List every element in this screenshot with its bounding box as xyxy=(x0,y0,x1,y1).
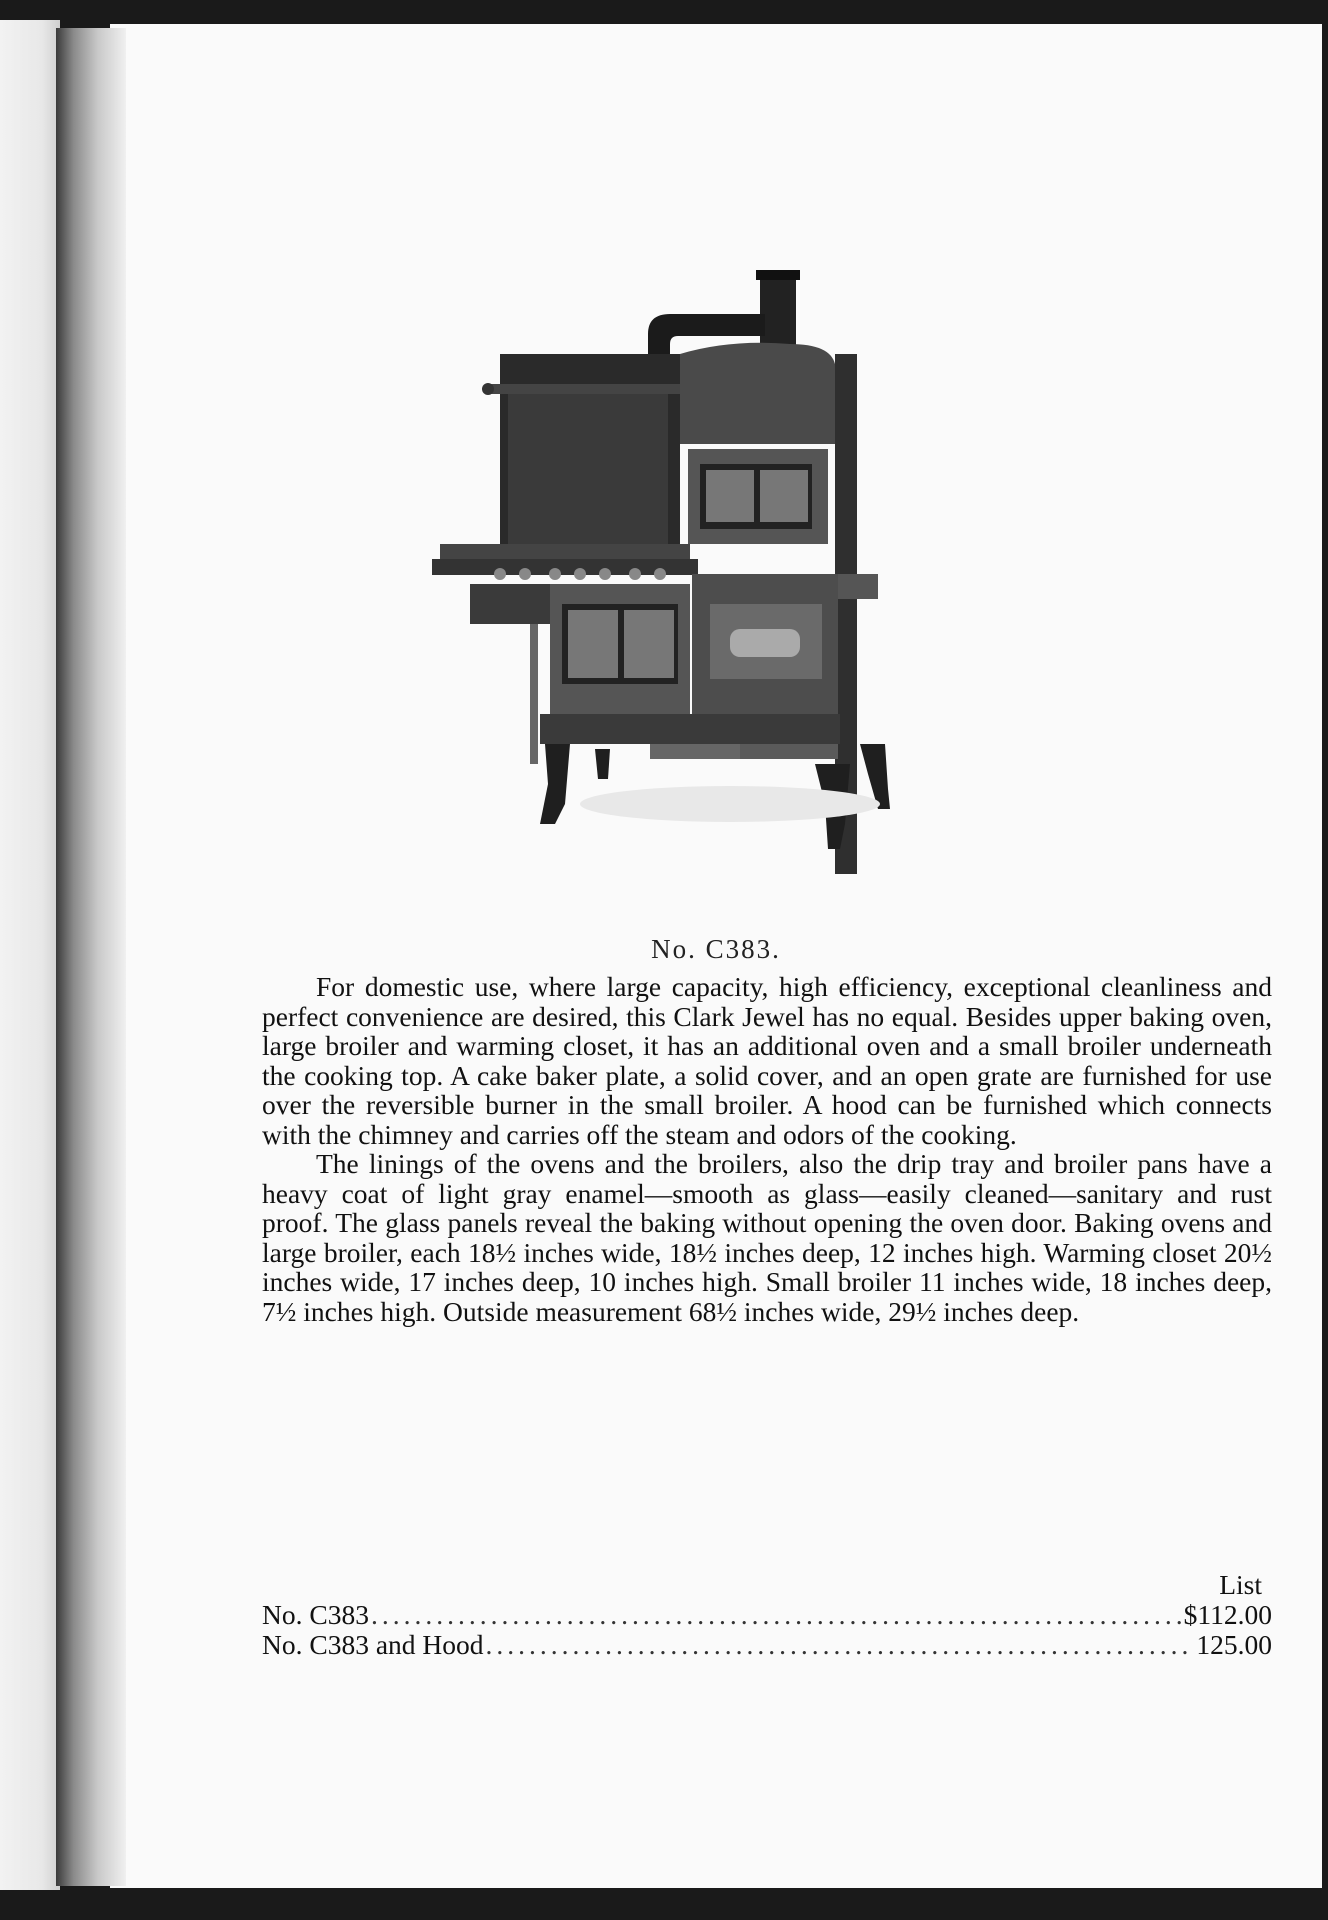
price-row-value: $112.00 xyxy=(1183,1599,1272,1630)
book-gutter-shadow xyxy=(56,28,126,1886)
price-row xyxy=(262,1600,1272,1630)
description xyxy=(262,972,1272,1326)
price-list xyxy=(262,1570,1272,1660)
model-caption: No. C383. xyxy=(651,934,781,964)
facing-page-edge xyxy=(0,20,60,1890)
paragraph-1: For domestic use, where large capacity, high efficiency, exceptional cleanliness and perfect convenience are desired, this Clark Jewel has no equal. Besides upper baking oven, large broiler and warming closet, it has an additional oven and a small broiler underneath the cooking top. A cake baker plate, a solid cover, and an open grate are furnished for use over the reversible burner in the small broiler. A hood can be furnished which connects with the chimney and carries off the steam and odors of the cooking. xyxy=(262,971,1272,1150)
leader-dots xyxy=(371,1600,1182,1630)
price-row xyxy=(262,1630,1272,1660)
paragraph-2: The linings of the ovens and the broilers, also the drip tray and broiler pans have a heavy coat of light gray enamel—smooth as glass—easily cleaned—sanitary and rust proof. The glass panels reveal the baking without opening the oven door. Baking ovens and large broiler, each 18½ inches wide, 18½ inches deep, 12 inches high. Warming closet 20½ inches wide, 17 inches deep, 10 inches high. Small broiler 11 inches wide, 18 inches deep, 7½ inches high. Outside measurement 68½ inches wide, 29½ inches deep. xyxy=(262,1148,1272,1327)
leader-dots xyxy=(486,1630,1195,1660)
price-list-header: List xyxy=(1219,1569,1262,1600)
catalog-page xyxy=(110,24,1322,1888)
stove-illustration xyxy=(430,244,1030,944)
price-row-value: 125.00 xyxy=(1196,1629,1272,1660)
price-row-name: No. C383 and Hood xyxy=(262,1629,484,1660)
price-row-name: No. C383 xyxy=(262,1599,369,1630)
